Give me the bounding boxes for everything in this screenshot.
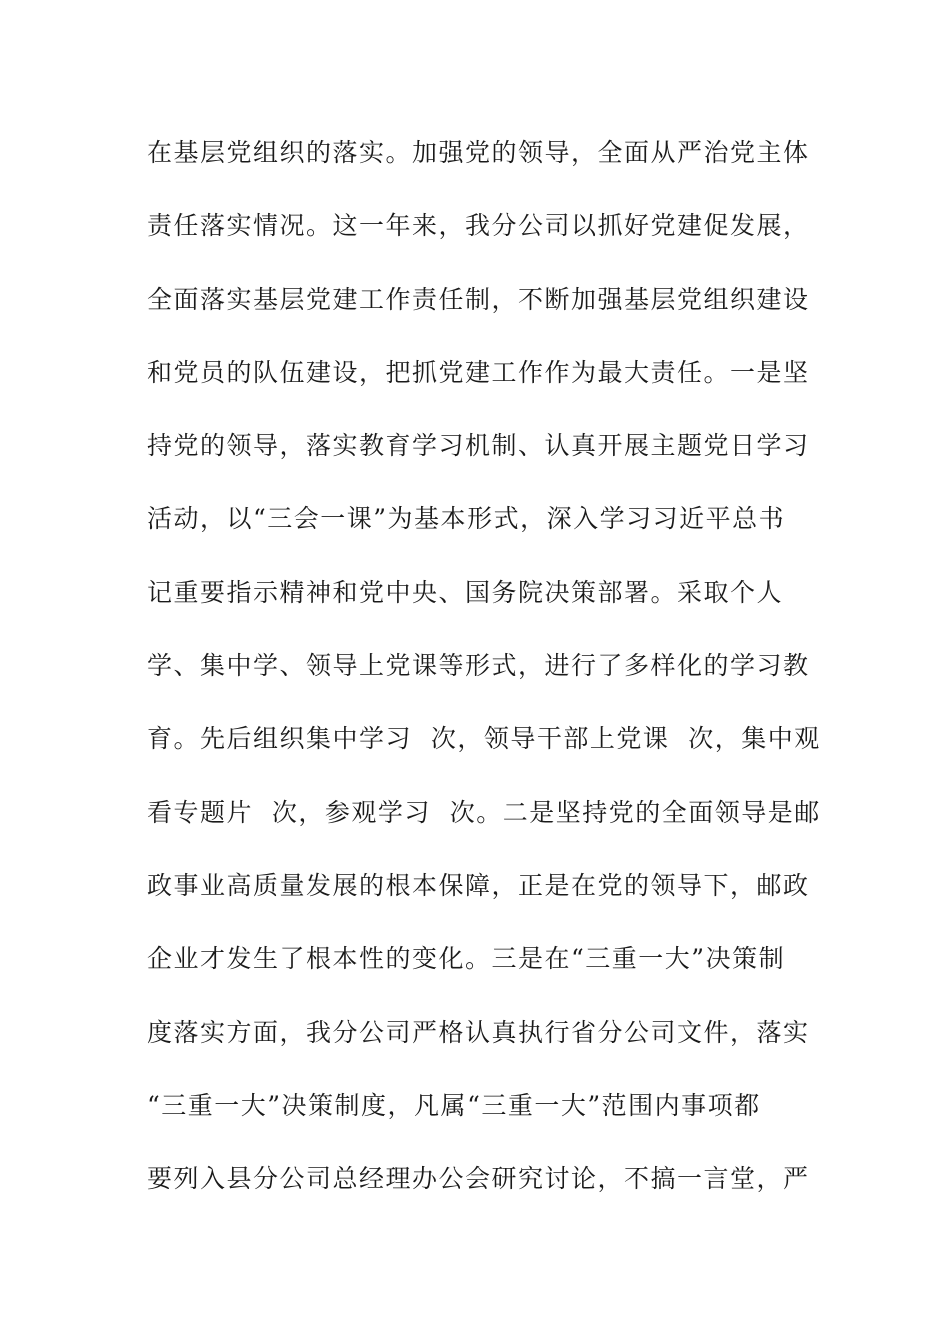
text-line: 学、集中学、领导上党课等形式，进行了多样化的学习教 (147, 651, 810, 681)
text-line: 和党员的队伍建设，把抓党建工作作为最大责任。一是坚 (147, 357, 810, 387)
text-line: 企业才发生了根本性的变化。三是在“三重一大”决策制 (147, 944, 786, 974)
text-line: 政事业高质量发展的根本保障，正是在党的领导下，邮政 (147, 870, 810, 900)
text-line: “三重一大”决策制度，凡属“三重一大”范围内事项都 (147, 1090, 761, 1120)
text-line: 活动，以“三会一课”为基本形式，深入学习习近平总书 (147, 504, 786, 534)
text-line: 持党的领导，落实教育学习机制、认真开展主题党日学习 (147, 431, 810, 461)
text-line: 度落实方面，我分公司严格认真执行省分公司文件，落实 (147, 1017, 810, 1047)
text-line: 育。先后组织集中学习 次，领导干部上党课 次，集中观 (147, 724, 821, 754)
text-line: 责任落实情况。这一年来，我分公司以抓好党建促发展， (147, 211, 810, 241)
text-line: 记重要指示精神和党中央、国务院决策部署。采取个人 (147, 577, 784, 607)
text-line: 看专题片 次，参观学习 次。二是坚持党的全面领导是邮 (147, 797, 821, 827)
text-line: 在基层党组织的落实。加强党的领导，全面从严治党主体 (147, 138, 810, 167)
body-text (147, 127, 821, 1226)
text-line: 全面落实基层党建工作责任制，不断加强基层党组织建设 (147, 284, 810, 314)
text-line: 要列入县分公司总经理办公会研究讨论，不搞一言堂，严 (147, 1164, 810, 1194)
